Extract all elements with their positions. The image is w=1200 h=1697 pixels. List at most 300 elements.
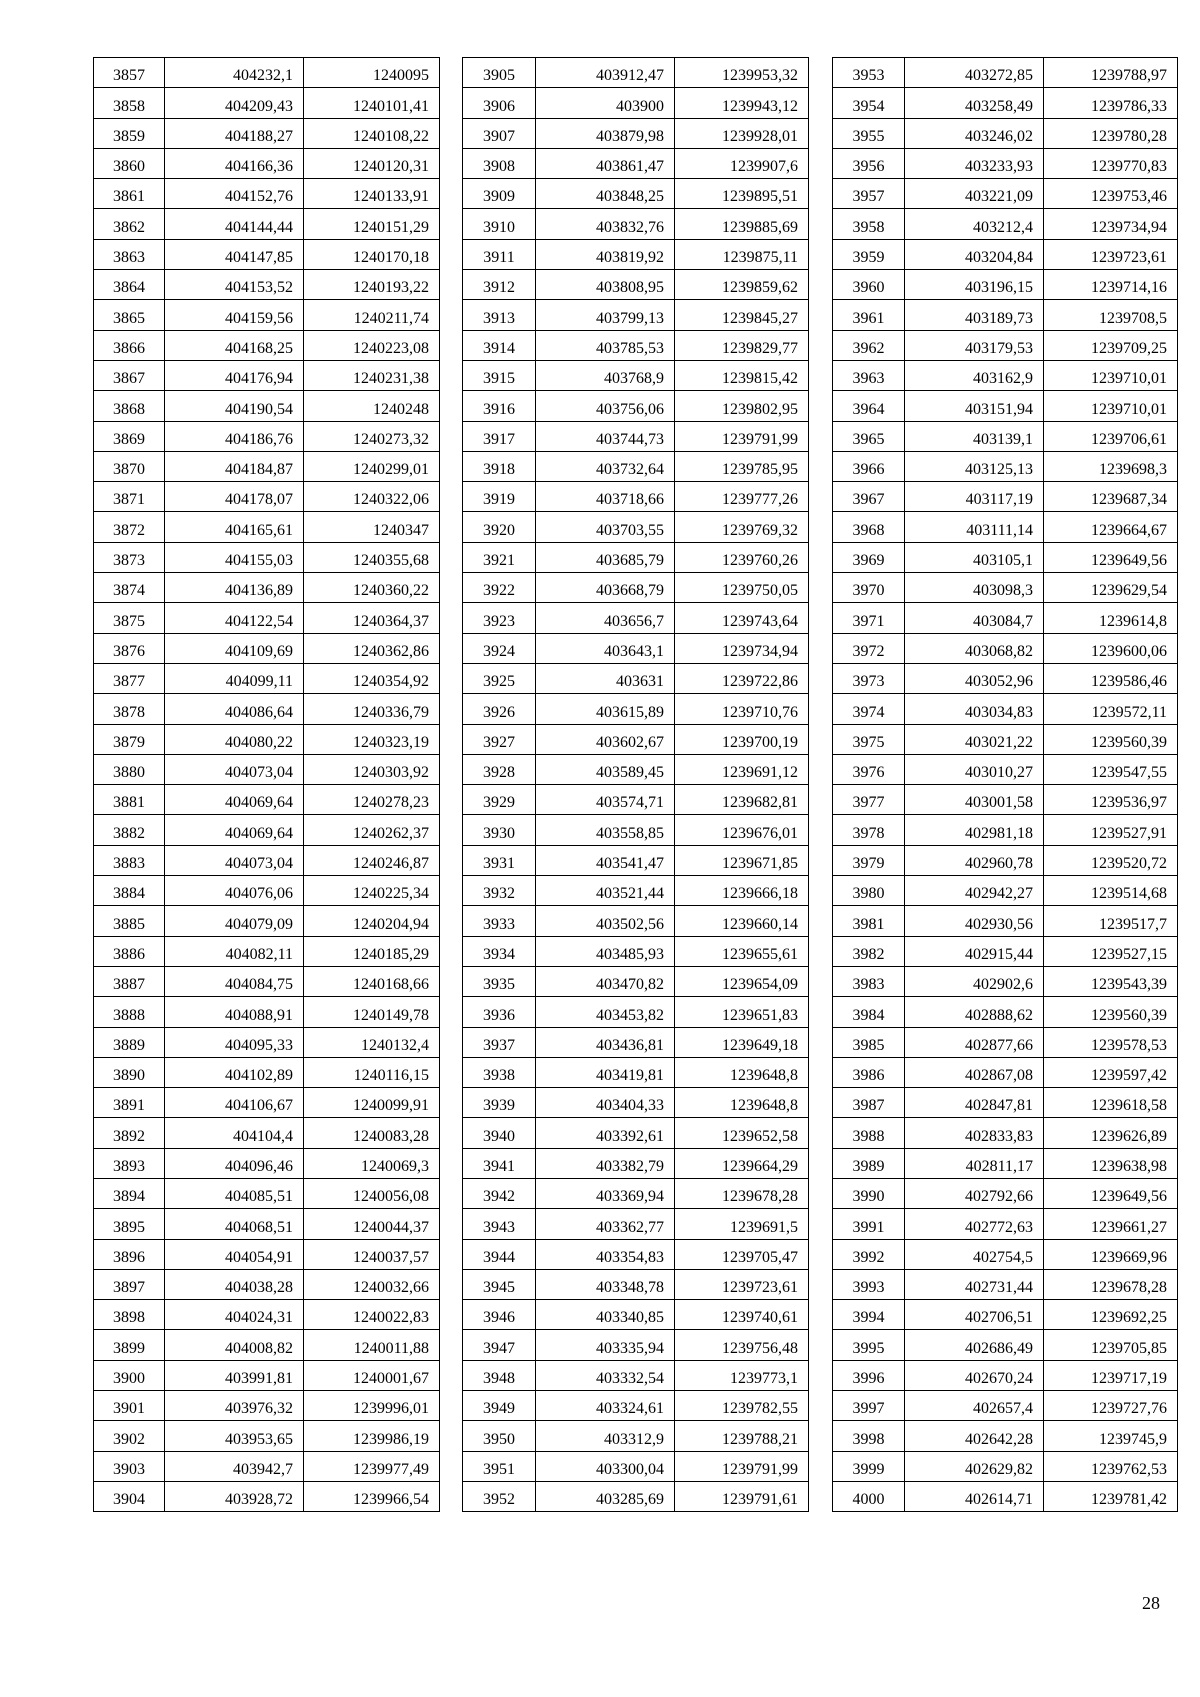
y-coordinate-cell: 1239753,46 bbox=[1044, 179, 1178, 209]
y-coordinate-cell: 1240083,28 bbox=[304, 1118, 440, 1148]
x-coordinate-cell: 404104,4 bbox=[165, 1118, 304, 1148]
y-coordinate-cell: 1239723,61 bbox=[675, 1269, 809, 1299]
table-row bbox=[833, 1027, 1178, 1057]
x-coordinate-cell: 404082,11 bbox=[165, 936, 304, 966]
y-coordinate-cell: 1239652,58 bbox=[675, 1118, 809, 1148]
y-coordinate-cell: 1240022,83 bbox=[304, 1300, 440, 1330]
y-coordinate-cell: 1240364,37 bbox=[304, 603, 440, 633]
y-coordinate-cell: 1240246,87 bbox=[304, 845, 440, 875]
point-number-cell: 3965 bbox=[833, 421, 905, 451]
y-coordinate-cell: 1239586,46 bbox=[1044, 663, 1178, 693]
point-number-cell: 3941 bbox=[463, 1148, 536, 1178]
y-coordinate-cell: 1239614,8 bbox=[1044, 603, 1178, 633]
y-coordinate-cell: 1240032,66 bbox=[304, 1269, 440, 1299]
y-coordinate-cell: 1239782,55 bbox=[675, 1391, 809, 1421]
point-number-cell: 3884 bbox=[94, 876, 165, 906]
point-number-cell: 3870 bbox=[94, 451, 165, 481]
x-coordinate-cell: 403615,89 bbox=[536, 694, 675, 724]
point-number-cell: 3980 bbox=[833, 876, 905, 906]
table-row bbox=[833, 482, 1178, 512]
table-row bbox=[463, 966, 809, 996]
x-coordinate-cell: 402915,44 bbox=[905, 936, 1044, 966]
y-coordinate-cell: 1240347 bbox=[304, 512, 440, 542]
table-row bbox=[463, 1269, 809, 1299]
table-row bbox=[94, 1421, 440, 1451]
y-coordinate-cell: 1239743,64 bbox=[675, 603, 809, 633]
table-row bbox=[463, 451, 809, 481]
y-coordinate-cell: 1239928,01 bbox=[675, 118, 809, 148]
y-coordinate-cell: 1239648,8 bbox=[675, 1057, 809, 1087]
table-row bbox=[833, 451, 1178, 481]
y-coordinate-cell: 1239543,39 bbox=[1044, 966, 1178, 996]
point-number-cell: 3923 bbox=[463, 603, 536, 633]
table-row bbox=[833, 1391, 1178, 1421]
x-coordinate-cell: 403189,73 bbox=[905, 300, 1044, 330]
x-coordinate-cell: 404109,69 bbox=[165, 633, 304, 663]
y-coordinate-cell: 1239745,9 bbox=[1044, 1421, 1178, 1451]
table-row bbox=[833, 1330, 1178, 1360]
table-row bbox=[94, 1178, 440, 1208]
x-coordinate-cell: 403785,53 bbox=[536, 330, 675, 360]
point-number-cell: 3929 bbox=[463, 785, 536, 815]
y-coordinate-cell: 1239705,85 bbox=[1044, 1330, 1178, 1360]
y-coordinate-cell: 1239517,7 bbox=[1044, 906, 1178, 936]
table-row bbox=[463, 603, 809, 633]
y-coordinate-cell: 1239691,12 bbox=[675, 754, 809, 784]
y-coordinate-cell: 1239629,54 bbox=[1044, 573, 1178, 603]
x-coordinate-cell: 402981,18 bbox=[905, 815, 1044, 845]
y-coordinate-cell: 1239687,34 bbox=[1044, 482, 1178, 512]
y-coordinate-cell: 1239654,09 bbox=[675, 966, 809, 996]
point-number-cell: 3954 bbox=[833, 88, 905, 118]
x-coordinate-cell: 403354,83 bbox=[536, 1239, 675, 1269]
table-row bbox=[833, 633, 1178, 663]
table-row bbox=[833, 1360, 1178, 1390]
y-coordinate-cell: 1240168,66 bbox=[304, 966, 440, 996]
y-coordinate-cell: 1239953,32 bbox=[675, 58, 809, 88]
table-row bbox=[463, 633, 809, 663]
x-coordinate-cell: 402706,51 bbox=[905, 1300, 1044, 1330]
x-coordinate-cell: 402614,71 bbox=[905, 1481, 1044, 1511]
x-coordinate-cell: 403404,33 bbox=[536, 1088, 675, 1118]
point-number-cell: 3956 bbox=[833, 148, 905, 178]
point-number-cell: 3934 bbox=[463, 936, 536, 966]
x-coordinate-cell: 402772,63 bbox=[905, 1209, 1044, 1239]
table-row bbox=[833, 179, 1178, 209]
x-coordinate-cell: 404152,76 bbox=[165, 179, 304, 209]
x-coordinate-cell: 404178,07 bbox=[165, 482, 304, 512]
point-number-cell: 3898 bbox=[94, 1300, 165, 1330]
point-number-cell: 3955 bbox=[833, 118, 905, 148]
point-number-cell: 3909 bbox=[463, 179, 536, 209]
point-number-cell: 3966 bbox=[833, 451, 905, 481]
y-coordinate-cell: 1239770,83 bbox=[1044, 148, 1178, 178]
point-number-cell: 3948 bbox=[463, 1360, 536, 1390]
y-coordinate-cell: 1239666,18 bbox=[675, 876, 809, 906]
x-coordinate-cell: 403139,1 bbox=[905, 421, 1044, 451]
table-row bbox=[94, 815, 440, 845]
coordinate-table-1 bbox=[93, 57, 440, 1512]
point-number-cell: 3912 bbox=[463, 270, 536, 300]
point-number-cell: 3893 bbox=[94, 1148, 165, 1178]
y-coordinate-cell: 1239791,61 bbox=[675, 1481, 809, 1511]
point-number-cell: 3996 bbox=[833, 1360, 905, 1390]
x-coordinate-cell: 404054,91 bbox=[165, 1239, 304, 1269]
y-coordinate-cell: 1239651,83 bbox=[675, 997, 809, 1027]
y-coordinate-cell: 1239710,76 bbox=[675, 694, 809, 724]
y-coordinate-cell: 1239649,56 bbox=[1044, 542, 1178, 572]
x-coordinate-cell: 403668,79 bbox=[536, 573, 675, 603]
y-coordinate-cell: 1239560,39 bbox=[1044, 997, 1178, 1027]
x-coordinate-cell: 404136,89 bbox=[165, 573, 304, 603]
x-coordinate-cell: 404188,27 bbox=[165, 118, 304, 148]
y-coordinate-cell: 1240231,38 bbox=[304, 360, 440, 390]
x-coordinate-cell: 404144,44 bbox=[165, 209, 304, 239]
x-coordinate-cell: 403631 bbox=[536, 663, 675, 693]
y-coordinate-cell: 1239664,29 bbox=[675, 1148, 809, 1178]
table-row bbox=[833, 876, 1178, 906]
point-number-cell: 3878 bbox=[94, 694, 165, 724]
x-coordinate-cell: 403162,9 bbox=[905, 360, 1044, 390]
point-number-cell: 3982 bbox=[833, 936, 905, 966]
table-row bbox=[463, 482, 809, 512]
table-row bbox=[833, 239, 1178, 269]
point-number-cell: 3930 bbox=[463, 815, 536, 845]
y-coordinate-cell: 1240248 bbox=[304, 391, 440, 421]
x-coordinate-cell: 404166,36 bbox=[165, 148, 304, 178]
x-coordinate-cell: 404232,1 bbox=[165, 58, 304, 88]
point-number-cell: 3994 bbox=[833, 1300, 905, 1330]
point-number-cell: 3986 bbox=[833, 1057, 905, 1087]
x-coordinate-cell: 402657,4 bbox=[905, 1391, 1044, 1421]
point-number-cell: 3857 bbox=[94, 58, 165, 88]
table-row bbox=[833, 573, 1178, 603]
table-row bbox=[94, 1330, 440, 1360]
y-coordinate-cell: 1240185,29 bbox=[304, 936, 440, 966]
point-number-cell: 3889 bbox=[94, 1027, 165, 1057]
x-coordinate-cell: 403246,02 bbox=[905, 118, 1044, 148]
x-coordinate-cell: 403111,14 bbox=[905, 512, 1044, 542]
x-coordinate-cell: 404168,25 bbox=[165, 330, 304, 360]
x-coordinate-cell: 404153,52 bbox=[165, 270, 304, 300]
table-row bbox=[463, 1057, 809, 1087]
table-row bbox=[463, 239, 809, 269]
x-coordinate-cell: 403034,83 bbox=[905, 694, 1044, 724]
point-number-cell: 3888 bbox=[94, 997, 165, 1027]
x-coordinate-cell: 403272,85 bbox=[905, 58, 1044, 88]
x-coordinate-cell: 404086,64 bbox=[165, 694, 304, 724]
x-coordinate-cell: 403332,54 bbox=[536, 1360, 675, 1390]
x-coordinate-cell: 403233,93 bbox=[905, 148, 1044, 178]
table-row bbox=[463, 88, 809, 118]
table-row bbox=[463, 421, 809, 451]
y-coordinate-cell: 1239762,53 bbox=[1044, 1451, 1178, 1481]
y-coordinate-cell: 1239708,5 bbox=[1044, 300, 1178, 330]
x-coordinate-cell: 404080,22 bbox=[165, 724, 304, 754]
point-number-cell: 3871 bbox=[94, 482, 165, 512]
y-coordinate-cell: 1240133,91 bbox=[304, 179, 440, 209]
point-number-cell: 3981 bbox=[833, 906, 905, 936]
x-coordinate-cell: 404073,04 bbox=[165, 754, 304, 784]
point-number-cell: 3928 bbox=[463, 754, 536, 784]
table-row bbox=[94, 391, 440, 421]
point-number-cell: 3896 bbox=[94, 1239, 165, 1269]
y-coordinate-cell: 1239734,94 bbox=[675, 633, 809, 663]
y-coordinate-cell: 1239734,94 bbox=[1044, 209, 1178, 239]
x-coordinate-cell: 404024,31 bbox=[165, 1300, 304, 1330]
point-number-cell: 3897 bbox=[94, 1269, 165, 1299]
y-coordinate-cell: 1240120,31 bbox=[304, 148, 440, 178]
point-number-cell: 3891 bbox=[94, 1088, 165, 1118]
point-number-cell: 3945 bbox=[463, 1269, 536, 1299]
point-number-cell: 3952 bbox=[463, 1481, 536, 1511]
point-number-cell: 3914 bbox=[463, 330, 536, 360]
x-coordinate-cell: 403021,22 bbox=[905, 724, 1044, 754]
table-row bbox=[94, 451, 440, 481]
y-coordinate-cell: 1239773,1 bbox=[675, 1360, 809, 1390]
point-number-cell: 3860 bbox=[94, 148, 165, 178]
point-number-cell: 3932 bbox=[463, 876, 536, 906]
x-coordinate-cell: 403340,85 bbox=[536, 1300, 675, 1330]
y-coordinate-cell: 1239547,55 bbox=[1044, 754, 1178, 784]
y-coordinate-cell: 1239986,19 bbox=[304, 1421, 440, 1451]
x-coordinate-cell: 404038,28 bbox=[165, 1269, 304, 1299]
y-coordinate-cell: 1239717,19 bbox=[1044, 1360, 1178, 1390]
y-coordinate-cell: 1239907,6 bbox=[675, 148, 809, 178]
point-number-cell: 3886 bbox=[94, 936, 165, 966]
point-number-cell: 3978 bbox=[833, 815, 905, 845]
point-number-cell: 3877 bbox=[94, 663, 165, 693]
table-row bbox=[94, 58, 440, 88]
point-number-cell: 3963 bbox=[833, 360, 905, 390]
table-row bbox=[463, 754, 809, 784]
table-row bbox=[94, 300, 440, 330]
table-row bbox=[833, 997, 1178, 1027]
table-row bbox=[833, 300, 1178, 330]
x-coordinate-cell: 404122,54 bbox=[165, 603, 304, 633]
point-number-cell: 3968 bbox=[833, 512, 905, 542]
y-coordinate-cell: 1239527,15 bbox=[1044, 936, 1178, 966]
x-coordinate-cell: 404079,09 bbox=[165, 906, 304, 936]
point-number-cell: 3990 bbox=[833, 1178, 905, 1208]
table-row bbox=[833, 1148, 1178, 1178]
table-row bbox=[463, 179, 809, 209]
y-coordinate-cell: 1239996,01 bbox=[304, 1391, 440, 1421]
page-number: 28 bbox=[1142, 1593, 1160, 1613]
table-row bbox=[463, 209, 809, 239]
table-row bbox=[463, 1088, 809, 1118]
x-coordinate-cell: 403541,47 bbox=[536, 845, 675, 875]
y-coordinate-cell: 1240099,91 bbox=[304, 1088, 440, 1118]
point-number-cell: 3915 bbox=[463, 360, 536, 390]
x-coordinate-cell: 403953,65 bbox=[165, 1421, 304, 1451]
table-row bbox=[833, 694, 1178, 724]
y-coordinate-cell: 1239514,68 bbox=[1044, 876, 1178, 906]
y-coordinate-cell: 1239815,42 bbox=[675, 360, 809, 390]
x-coordinate-cell: 404085,51 bbox=[165, 1178, 304, 1208]
y-coordinate-cell: 1239885,69 bbox=[675, 209, 809, 239]
y-coordinate-cell: 1240044,37 bbox=[304, 1209, 440, 1239]
x-coordinate-cell: 402877,66 bbox=[905, 1027, 1044, 1057]
x-coordinate-cell: 403001,58 bbox=[905, 785, 1044, 815]
table-row bbox=[94, 906, 440, 936]
y-coordinate-cell: 1239710,01 bbox=[1044, 360, 1178, 390]
table-row bbox=[833, 330, 1178, 360]
y-coordinate-cell: 1240322,06 bbox=[304, 482, 440, 512]
point-number-cell: 3913 bbox=[463, 300, 536, 330]
x-coordinate-cell: 404069,64 bbox=[165, 785, 304, 815]
x-coordinate-cell: 404159,56 bbox=[165, 300, 304, 330]
y-coordinate-cell: 1239678,28 bbox=[675, 1178, 809, 1208]
point-number-cell: 3984 bbox=[833, 997, 905, 1027]
table-row bbox=[833, 1178, 1178, 1208]
x-coordinate-cell: 404106,67 bbox=[165, 1088, 304, 1118]
x-coordinate-cell: 404209,43 bbox=[165, 88, 304, 118]
x-coordinate-cell: 404073,04 bbox=[165, 845, 304, 875]
x-coordinate-cell: 403912,47 bbox=[536, 58, 675, 88]
x-coordinate-cell: 403151,94 bbox=[905, 391, 1044, 421]
table-row bbox=[94, 360, 440, 390]
table-row bbox=[94, 542, 440, 572]
y-coordinate-cell: 1240149,78 bbox=[304, 997, 440, 1027]
point-number-cell: 3958 bbox=[833, 209, 905, 239]
table-row bbox=[833, 360, 1178, 390]
y-coordinate-cell: 1239722,86 bbox=[675, 663, 809, 693]
table-row bbox=[463, 1118, 809, 1148]
point-number-cell: 3935 bbox=[463, 966, 536, 996]
point-number-cell: 3974 bbox=[833, 694, 905, 724]
point-number-cell: 3863 bbox=[94, 239, 165, 269]
y-coordinate-cell: 1239600,06 bbox=[1044, 633, 1178, 663]
point-number-cell: 3922 bbox=[463, 573, 536, 603]
point-number-cell: 3916 bbox=[463, 391, 536, 421]
table-row bbox=[833, 663, 1178, 693]
table-row bbox=[463, 300, 809, 330]
point-number-cell: 3880 bbox=[94, 754, 165, 784]
x-coordinate-cell: 403942,7 bbox=[165, 1451, 304, 1481]
y-coordinate-cell: 1239777,26 bbox=[675, 482, 809, 512]
x-coordinate-cell: 402629,82 bbox=[905, 1451, 1044, 1481]
x-coordinate-cell: 404190,54 bbox=[165, 391, 304, 421]
point-number-cell: 3962 bbox=[833, 330, 905, 360]
x-coordinate-cell: 403348,78 bbox=[536, 1269, 675, 1299]
point-number-cell: 3979 bbox=[833, 845, 905, 875]
table-row bbox=[463, 663, 809, 693]
x-coordinate-cell: 404102,89 bbox=[165, 1057, 304, 1087]
y-coordinate-cell: 1240362,86 bbox=[304, 633, 440, 663]
table-row bbox=[463, 876, 809, 906]
table-row bbox=[94, 876, 440, 906]
y-coordinate-cell: 1240355,68 bbox=[304, 542, 440, 572]
y-coordinate-cell: 1240116,15 bbox=[304, 1057, 440, 1087]
x-coordinate-cell: 404076,06 bbox=[165, 876, 304, 906]
y-coordinate-cell: 1239649,18 bbox=[675, 1027, 809, 1057]
x-coordinate-cell: 403369,94 bbox=[536, 1178, 675, 1208]
table-row bbox=[833, 603, 1178, 633]
x-coordinate-cell: 403117,19 bbox=[905, 482, 1044, 512]
y-coordinate-cell: 1239520,72 bbox=[1044, 845, 1178, 875]
point-number-cell: 3869 bbox=[94, 421, 165, 451]
x-coordinate-cell: 403643,1 bbox=[536, 633, 675, 663]
table-row bbox=[463, 724, 809, 754]
point-number-cell: 3902 bbox=[94, 1421, 165, 1451]
x-coordinate-cell: 404068,51 bbox=[165, 1209, 304, 1239]
point-number-cell: 3933 bbox=[463, 906, 536, 936]
y-coordinate-cell: 1239727,76 bbox=[1044, 1391, 1178, 1421]
x-coordinate-cell: 403436,81 bbox=[536, 1027, 675, 1057]
point-number-cell: 3957 bbox=[833, 179, 905, 209]
point-number-cell: 3985 bbox=[833, 1027, 905, 1057]
x-coordinate-cell: 403470,82 bbox=[536, 966, 675, 996]
table-row bbox=[94, 512, 440, 542]
point-number-cell: 3921 bbox=[463, 542, 536, 572]
point-number-cell: 3864 bbox=[94, 270, 165, 300]
x-coordinate-cell: 403179,53 bbox=[905, 330, 1044, 360]
coordinate-table-3 bbox=[832, 57, 1178, 1512]
y-coordinate-cell: 1239626,89 bbox=[1044, 1118, 1178, 1148]
x-coordinate-cell: 403521,44 bbox=[536, 876, 675, 906]
table-row bbox=[833, 58, 1178, 88]
y-coordinate-cell: 1240204,94 bbox=[304, 906, 440, 936]
point-number-cell: 3904 bbox=[94, 1481, 165, 1511]
point-number-cell: 3946 bbox=[463, 1300, 536, 1330]
point-number-cell: 3919 bbox=[463, 482, 536, 512]
table-row bbox=[94, 694, 440, 724]
y-coordinate-cell: 1240056,08 bbox=[304, 1178, 440, 1208]
y-coordinate-cell: 1239785,95 bbox=[675, 451, 809, 481]
x-coordinate-cell: 402942,27 bbox=[905, 876, 1044, 906]
x-coordinate-cell: 403196,15 bbox=[905, 270, 1044, 300]
x-coordinate-cell: 404088,91 bbox=[165, 997, 304, 1027]
table-row bbox=[833, 936, 1178, 966]
y-coordinate-cell: 1239943,12 bbox=[675, 88, 809, 118]
x-coordinate-cell: 403732,64 bbox=[536, 451, 675, 481]
x-coordinate-cell: 403558,85 bbox=[536, 815, 675, 845]
y-coordinate-cell: 1239572,11 bbox=[1044, 694, 1178, 724]
point-number-cell: 3861 bbox=[94, 179, 165, 209]
table-row bbox=[463, 1148, 809, 1178]
table-row bbox=[463, 1421, 809, 1451]
point-number-cell: 3868 bbox=[94, 391, 165, 421]
y-coordinate-cell: 1240262,37 bbox=[304, 815, 440, 845]
x-coordinate-cell: 402731,44 bbox=[905, 1269, 1044, 1299]
table-row bbox=[463, 330, 809, 360]
x-coordinate-cell: 403312,9 bbox=[536, 1421, 675, 1451]
table-row bbox=[94, 421, 440, 451]
y-coordinate-cell: 1239671,85 bbox=[675, 845, 809, 875]
x-coordinate-cell: 403212,4 bbox=[905, 209, 1044, 239]
y-coordinate-cell: 1239655,61 bbox=[675, 936, 809, 966]
y-coordinate-cell: 1240037,57 bbox=[304, 1239, 440, 1269]
x-coordinate-cell: 403453,82 bbox=[536, 997, 675, 1027]
point-number-cell: 3906 bbox=[463, 88, 536, 118]
x-coordinate-cell: 402867,08 bbox=[905, 1057, 1044, 1087]
y-coordinate-cell: 1240011,88 bbox=[304, 1330, 440, 1360]
x-coordinate-cell: 403052,96 bbox=[905, 663, 1044, 693]
table-row bbox=[94, 1269, 440, 1299]
y-coordinate-cell: 1239536,97 bbox=[1044, 785, 1178, 815]
y-coordinate-cell: 1239756,48 bbox=[675, 1330, 809, 1360]
x-coordinate-cell: 403768,9 bbox=[536, 360, 675, 390]
table-row bbox=[833, 1300, 1178, 1330]
table-row bbox=[463, 118, 809, 148]
table-row bbox=[463, 906, 809, 936]
x-coordinate-cell: 402833,83 bbox=[905, 1118, 1044, 1148]
point-number-cell: 3961 bbox=[833, 300, 905, 330]
y-coordinate-cell: 1239780,28 bbox=[1044, 118, 1178, 148]
y-coordinate-cell: 1240069,3 bbox=[304, 1148, 440, 1178]
x-coordinate-cell: 403098,3 bbox=[905, 573, 1044, 603]
